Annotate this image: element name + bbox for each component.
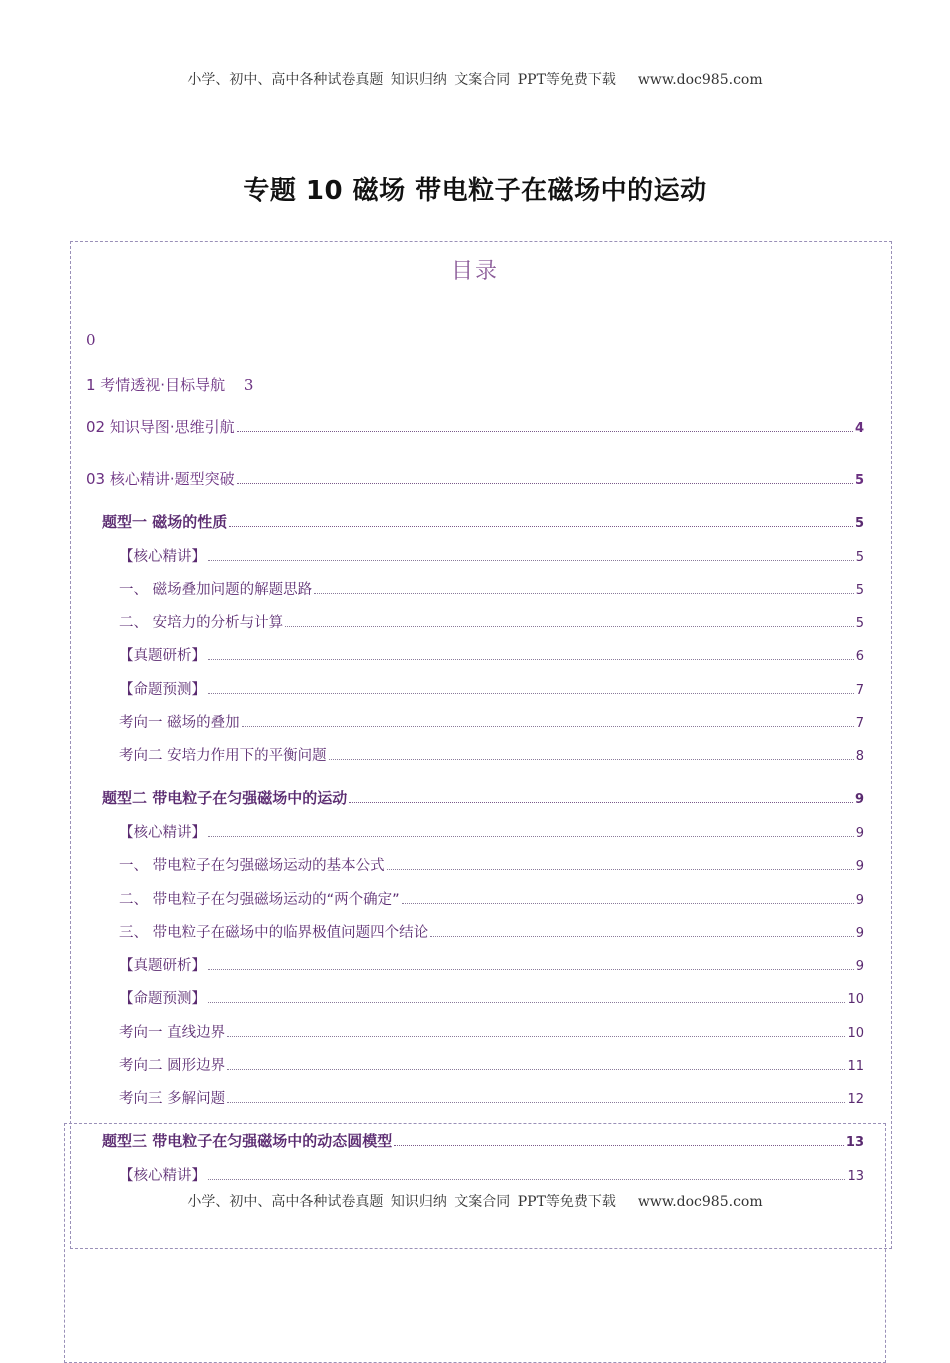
toc-page: 9: [855, 826, 864, 841]
leader-dots: [402, 903, 854, 904]
toc-entry[interactable]: [119, 611, 864, 632]
toc-entry[interactable]: [119, 921, 864, 942]
toc-page: 13: [847, 1169, 864, 1184]
toc-page: 5: [854, 516, 864, 531]
toc-page: 9: [855, 893, 864, 908]
toc-entry[interactable]: [119, 1087, 864, 1108]
toc-label: 二、 带电粒子在匀强磁场运动的“两个确定”: [119, 892, 400, 908]
document-title: 专题 10 磁场 带电粒子在磁场中的运动: [243, 176, 707, 206]
toc-entry[interactable]: [119, 987, 864, 1008]
page-footer: [0, 1191, 950, 1211]
toc-page: 7: [855, 716, 864, 731]
toc-entry[interactable]: [119, 711, 864, 732]
toc-label: 题型二 带电粒子在匀强磁场中的运动: [102, 789, 348, 807]
toc-label: 考向一 直线边界: [119, 1025, 226, 1041]
leader-dots: [208, 969, 854, 970]
toc-entry[interactable]: [119, 1021, 864, 1042]
toc-page: 8: [855, 749, 864, 764]
footer-text: 小学、初中、高中各种试卷真题 知识归纳 文案合同 PPT等免费下载: [187, 1194, 616, 1210]
toc-label: 三、 带电粒子在磁场中的临界极值问题四个结论: [119, 925, 429, 941]
toc-entry[interactable]: [86, 468, 864, 489]
toc-label: 【真题研析】: [119, 958, 206, 974]
toc-entry[interactable]: [119, 1054, 864, 1075]
toc-entry[interactable]: [119, 888, 864, 909]
toc-label: 02 知识导图·思维引航: [86, 418, 235, 436]
toc-label: 03 核心精讲·题型突破: [86, 470, 235, 488]
toc-page: 7: [855, 683, 864, 698]
next-frame: [64, 1123, 886, 1363]
toc-page: 13: [845, 1135, 864, 1150]
toc-zero: 0: [86, 331, 96, 349]
toc-page: 10: [847, 992, 864, 1007]
toc-entry[interactable]: [119, 644, 864, 665]
leader-dots: [394, 1145, 844, 1146]
toc-label: 题型三 带电粒子在匀强磁场中的动态圆模型: [102, 1132, 393, 1150]
toc-label: 考向三 多解问题: [119, 1091, 226, 1107]
toc-label: 二、 安培力的分析与计算: [119, 615, 284, 631]
toc-item-1[interactable]: [86, 374, 253, 395]
toc-entry[interactable]: [119, 545, 864, 566]
leader-dots: [430, 936, 854, 937]
leader-dots: [208, 560, 854, 561]
leader-dots: [208, 836, 854, 837]
toc-entry[interactable]: [86, 416, 864, 437]
toc-entry[interactable]: [119, 578, 864, 599]
header-site: www.doc985.com: [637, 72, 763, 88]
toc-label: 一、 磁场叠加问题的解题思路: [119, 582, 313, 598]
toc-label: 一、 带电粒子在匀强磁场运动的基本公式: [119, 858, 385, 874]
leader-dots: [329, 759, 854, 760]
leader-dots: [208, 659, 854, 660]
toc-label: 【核心精讲】: [119, 549, 206, 565]
toc-page: 9: [855, 959, 864, 974]
toc-page: 9: [855, 859, 864, 874]
toc-page: 12: [847, 1092, 864, 1107]
toc-page: 11: [847, 1059, 864, 1074]
leader-dots: [242, 726, 854, 727]
toc-label: 考向二 安培力作用下的平衡问题: [119, 748, 327, 764]
leader-dots: [349, 802, 853, 803]
leader-dots: [208, 693, 854, 694]
toc-entry[interactable]: [102, 1130, 864, 1151]
toc-page: 6: [855, 649, 864, 664]
leader-dots: [227, 1069, 845, 1070]
toc-label: 题型一 磁场的性质: [102, 513, 228, 531]
toc-label: 1 考情透视·目标导航: [86, 376, 226, 394]
toc-page: 5: [855, 550, 864, 565]
toc-entry[interactable]: [102, 511, 864, 532]
toc-page: 10: [847, 1026, 864, 1041]
toc-label: 【命题预测】: [119, 682, 206, 698]
toc-entry[interactable]: [119, 954, 864, 975]
leader-dots: [285, 626, 854, 627]
toc-heading: 目录: [450, 259, 499, 284]
toc-label: 【核心精讲】: [119, 1168, 206, 1184]
toc-label: 考向一 磁场的叠加: [119, 715, 240, 731]
leader-dots: [237, 483, 853, 484]
toc-entry[interactable]: [119, 678, 864, 699]
toc-entry[interactable]: [119, 821, 864, 842]
toc-entry[interactable]: [119, 744, 864, 765]
toc-entry[interactable]: [119, 1164, 864, 1185]
toc-page: 3: [243, 376, 254, 394]
footer-site: www.doc985.com: [637, 1194, 763, 1210]
toc-page: 9: [854, 792, 864, 807]
leader-dots: [227, 1036, 845, 1037]
header-text: 小学、初中、高中各种试卷真题 知识归纳 文案合同 PPT等免费下载: [187, 72, 616, 88]
toc-label: 考向二 圆形边界: [119, 1058, 226, 1074]
leader-dots: [314, 593, 854, 594]
toc-page: 5: [855, 616, 864, 631]
toc-entry[interactable]: [102, 787, 864, 808]
page-header: [0, 69, 950, 89]
leader-dots: [237, 431, 853, 432]
toc-page: 5: [855, 583, 864, 598]
toc-page: 4: [854, 421, 864, 436]
leader-dots: [227, 1102, 845, 1103]
leader-dots: [387, 869, 854, 870]
toc-label: 【真题研析】: [119, 648, 206, 664]
toc-label: 【命题预测】: [119, 991, 206, 1007]
toc-page: 9: [855, 926, 864, 941]
toc-page: 5: [854, 473, 864, 488]
leader-dots: [229, 526, 853, 527]
toc-entry[interactable]: [119, 854, 864, 875]
leader-dots: [208, 1002, 845, 1003]
leader-dots: [208, 1179, 845, 1180]
toc-label: 【核心精讲】: [119, 825, 206, 841]
